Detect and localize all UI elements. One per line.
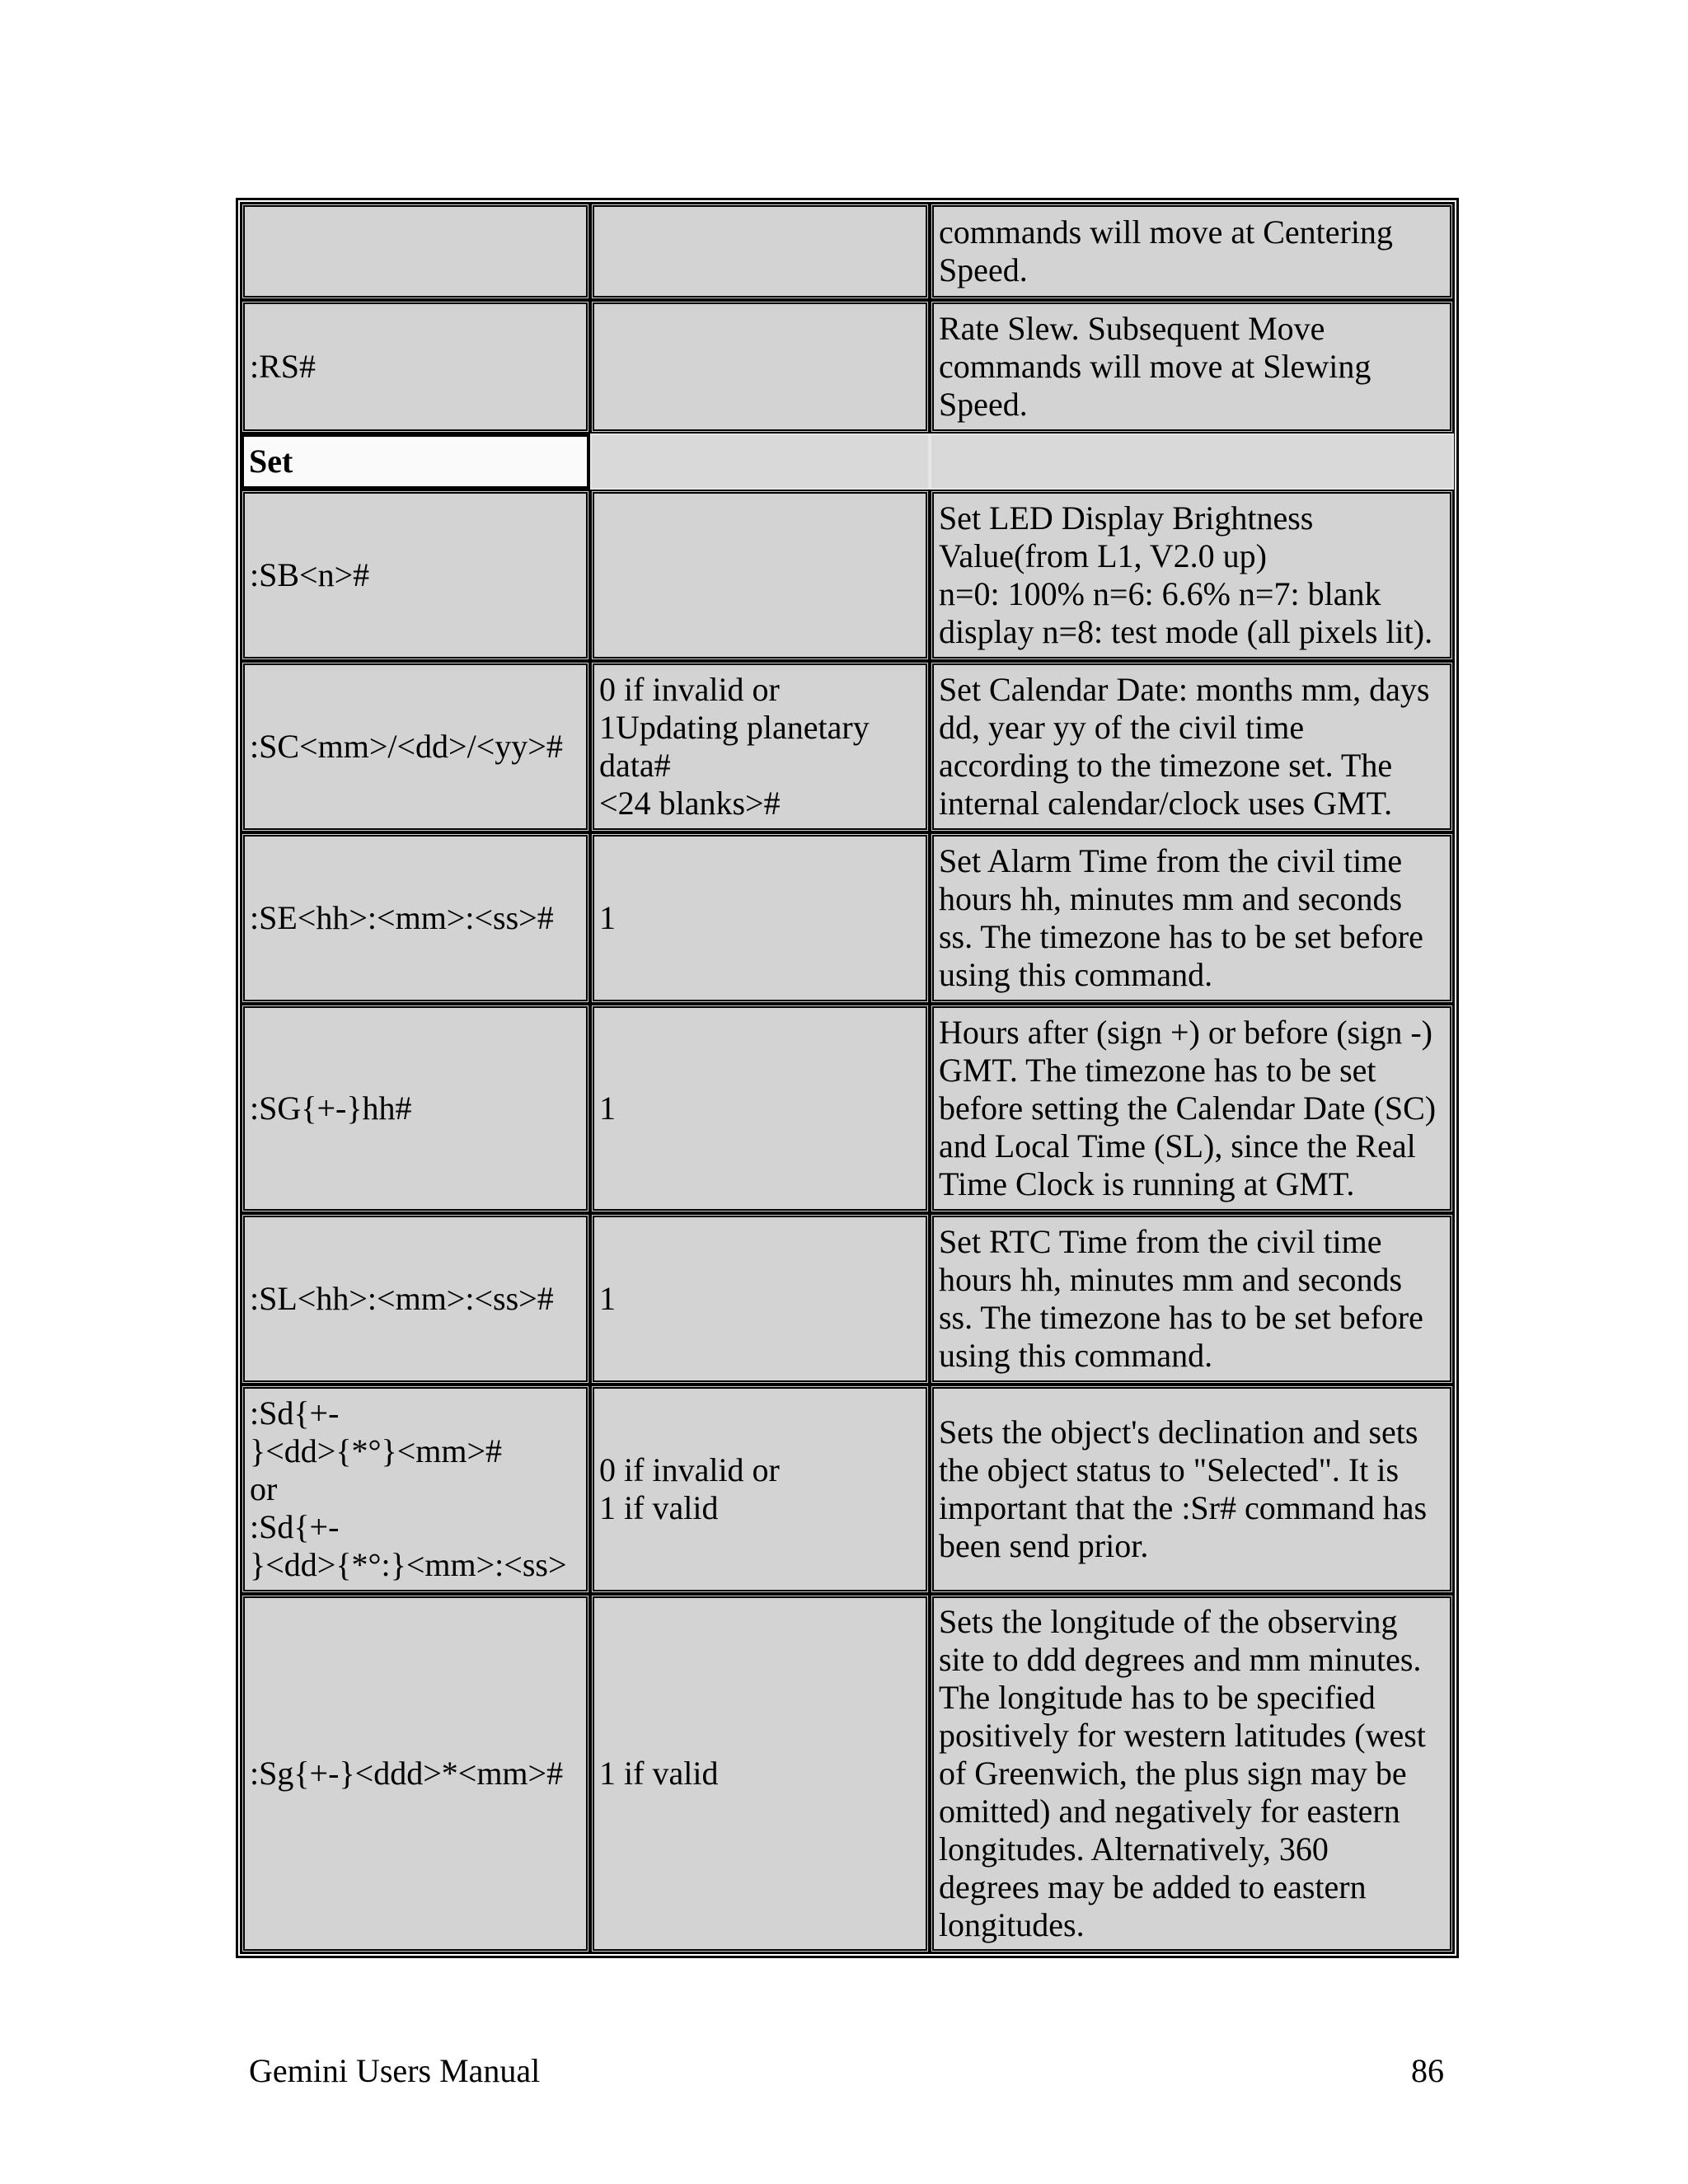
- command-cell: [241, 1385, 590, 1594]
- return-text: 1: [599, 1090, 617, 1127]
- return-cell: [590, 490, 930, 661]
- table-row: [241, 832, 1454, 1004]
- command-text: :SE<hh>:<mm>:<ss>#: [250, 899, 554, 936]
- return-cell: [590, 1004, 930, 1213]
- description-text: Set Calendar Date: months mm, days dd, year yy of the civil time according to the timezone set. The internal calendar/clock uses GMT.: [938, 671, 1430, 822]
- return-text: 1: [599, 899, 617, 936]
- command-cell: [241, 832, 590, 1004]
- section-filler: [930, 434, 1454, 490]
- command-cell: [241, 203, 590, 300]
- command-cell: [241, 661, 590, 832]
- section-filler: [590, 434, 930, 490]
- command-text: :RS#: [250, 348, 316, 385]
- command-table: [237, 199, 1457, 1957]
- return-text: 1: [599, 1280, 617, 1317]
- manual-title: Gemini Users Manual: [249, 2052, 541, 2089]
- description-text: Set Alarm Time from the civil time hours hh, minutes mm and seconds ss. The timezone has to be set before using this command.: [938, 842, 1423, 993]
- table-row: [241, 300, 1454, 434]
- section-row: [241, 434, 1454, 490]
- command-text: :Sg{+-}<ddd>*<mm>#: [250, 1755, 564, 1792]
- return-cell: [590, 203, 930, 300]
- description-text: Sets the longitude of the observing site to ddd degrees and mm minutes. The longitude has to be specified positively for western latitudes (west of Greenwich, the plus sign may be omitted) and negatively for eastern longitudes. Alternatively, 360 degrees may be added to eastern longitudes.: [938, 1603, 1426, 1943]
- return-text: 0 if invalid or 1Updating planetary data# <24 blanks>#: [599, 671, 870, 822]
- command-text: :Sd{+- }<dd>{*°}<mm># or :Sd{+- }<dd>{*°:}<mm>:<ss>: [250, 1394, 567, 1583]
- description-cell: [930, 661, 1454, 832]
- description-cell: [930, 300, 1454, 434]
- command-cell: [241, 490, 590, 661]
- table-row: [241, 1594, 1454, 1953]
- table-row: [241, 1385, 1454, 1594]
- return-text: 0 if invalid or 1 if valid: [599, 1451, 780, 1526]
- description-cell: [930, 832, 1454, 1004]
- command-cell: [241, 1213, 590, 1385]
- command-cell: [241, 1594, 590, 1953]
- return-cell: [590, 300, 930, 434]
- return-cell: [590, 661, 930, 832]
- table-row: [241, 1213, 1454, 1385]
- return-text: 1 if valid: [599, 1755, 719, 1792]
- description-cell: [930, 1213, 1454, 1385]
- return-cell: [590, 1385, 930, 1594]
- page-number: 86: [1411, 2052, 1444, 2089]
- table-row: [241, 1004, 1454, 1213]
- page-footer: [249, 2052, 1444, 2090]
- command-text: :SB<n>#: [250, 556, 370, 593]
- section-heading: [241, 434, 590, 490]
- table-row: [241, 203, 1454, 300]
- description-cell: [930, 1004, 1454, 1213]
- description-text: Sets the object's declination and sets the object status to "Selected". It is important that the :Sr# command has been send prior.: [938, 1413, 1428, 1564]
- return-cell: [590, 832, 930, 1004]
- table-row: [241, 661, 1454, 832]
- description-text: Hours after (sign +) or before (sign -) GMT. The timezone has to be set before setting the Calendar Date (SC) and Local Time (SL), since the Real Time Clock is running at GMT.: [938, 1014, 1437, 1202]
- description-cell: [930, 1385, 1454, 1594]
- command-cell: [241, 300, 590, 434]
- description-text: Set RTC Time from the civil time hours hh, minutes mm and seconds ss. The timezone has to be set before using this command.: [938, 1223, 1423, 1374]
- command-text: :SG{+-}hh#: [250, 1090, 412, 1127]
- description-cell: [930, 1594, 1454, 1953]
- description-cell: [930, 490, 1454, 661]
- description-cell: [930, 203, 1454, 300]
- description-text: Set LED Display Brightness Value(from L1, V2.0 up) n=0: 100% n=6: 6.6% n=7: blank display n=8: test mode (all pixels lit).: [938, 499, 1433, 650]
- command-text: :SL<hh>:<mm>:<ss>#: [250, 1280, 554, 1317]
- return-cell: [590, 1594, 930, 1953]
- command-cell: [241, 1004, 590, 1213]
- command-text: :SC<mm>/<dd>/<yy>#: [250, 728, 563, 765]
- section-heading-text: Set: [249, 443, 293, 480]
- description-text: commands will move at Centering Speed.: [938, 213, 1393, 288]
- table-row: [241, 490, 1454, 661]
- return-cell: [590, 1213, 930, 1385]
- description-text: Rate Slew. Subsequent Move commands will move at Slewing Speed.: [938, 310, 1372, 423]
